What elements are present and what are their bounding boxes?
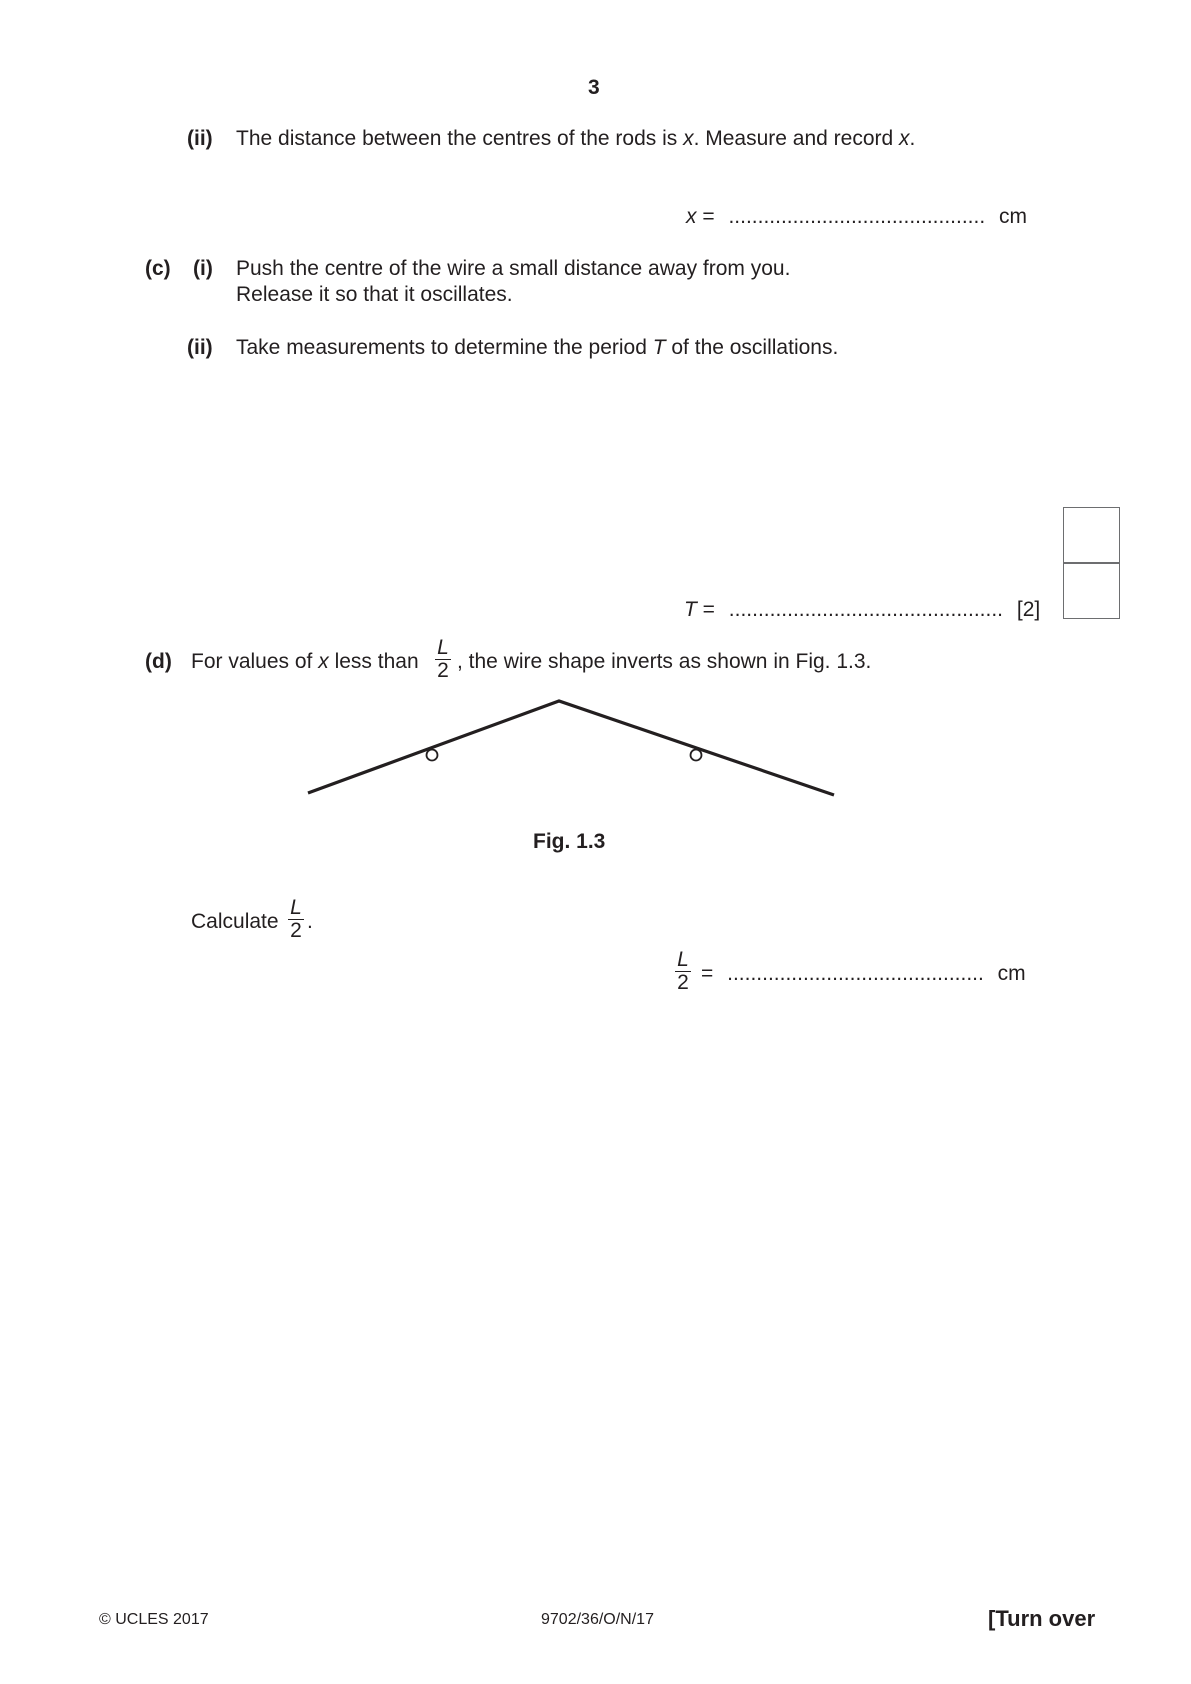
variable-x: x [683, 127, 694, 150]
fraction-L-over-2-calc [288, 897, 304, 942]
figure-caption: Fig. 1.3 [533, 830, 606, 853]
footer-copyright: © UCLES 2017 [99, 1611, 209, 1628]
answer-equals: = [701, 962, 714, 985]
fraction-denominator: 2 [437, 659, 449, 682]
calculate-period: . [307, 910, 313, 933]
rod-right [691, 750, 702, 761]
question-text-c-ii [236, 335, 838, 361]
question-label-b-ii: (ii) [187, 127, 213, 150]
answer-line-x[interactable] [686, 204, 1027, 230]
question-text-d-end: , the wire shape inverts as shown in Fig. 1.3. [457, 650, 872, 673]
fraction-numerator: L [437, 636, 449, 659]
text-segment: Take measurements to determine the period [236, 336, 653, 359]
answer-line-L-over-2[interactable] [701, 961, 1026, 987]
answer-equals: = [696, 205, 715, 228]
text-segment: For values of [191, 650, 319, 673]
text-segment: . [909, 127, 916, 150]
text-segment: . Measure and record [693, 127, 900, 150]
marks-allocation: [2] [1016, 598, 1041, 621]
question-label-d: (d) [145, 650, 172, 673]
answer-dots: ............................................ [728, 205, 986, 228]
text-segment: of the oscillations. [665, 336, 839, 359]
mark-box-lower[interactable] [1063, 563, 1120, 619]
answer-equals: = [696, 598, 715, 621]
answer-dots: ............................................ [727, 962, 984, 985]
footer-turn-over: [Turn over [988, 1606, 1096, 1631]
variable-x: x [318, 650, 329, 673]
rod-left [427, 750, 438, 761]
question-label-c-i: (i) [193, 257, 213, 280]
mark-box-upper[interactable] [1063, 507, 1120, 563]
fraction-numerator: L [677, 948, 689, 971]
calculate-text: Calculate [191, 910, 279, 933]
answer-unit: cm [999, 205, 1028, 228]
answer-variable: x [686, 205, 697, 228]
page-number: 3 [588, 76, 600, 99]
variable-T: T [652, 336, 666, 359]
fraction-numerator: L [290, 896, 302, 919]
answer-line-T[interactable] [684, 597, 1040, 623]
question-text-c-i-line2: Release it so that it oscillates. [236, 283, 513, 306]
answer-variable: T [684, 598, 697, 621]
answer-fraction-L-over-2 [675, 949, 691, 994]
footer-paper-code: 9702/36/O/N/17 [541, 1611, 654, 1628]
fraction-denominator: 2 [677, 971, 689, 994]
question-label-c-ii: (ii) [187, 336, 213, 359]
answer-unit: cm [997, 962, 1026, 985]
question-text-d-start [191, 649, 419, 675]
text-segment: The distance between the centres of the rods is [236, 127, 684, 150]
question-text-c-i-line1: Push the centre of the wire a small distance away from you. [236, 257, 791, 280]
variable-x: x [899, 127, 910, 150]
answer-dots: ............................................... [728, 598, 1004, 621]
text-segment: less than [328, 650, 419, 673]
inverted-wire [308, 701, 834, 795]
fraction-denominator: 2 [290, 919, 302, 942]
question-text-b-ii [236, 126, 915, 152]
fraction-L-over-2 [435, 637, 451, 682]
question-label-c: (c) [145, 257, 171, 280]
